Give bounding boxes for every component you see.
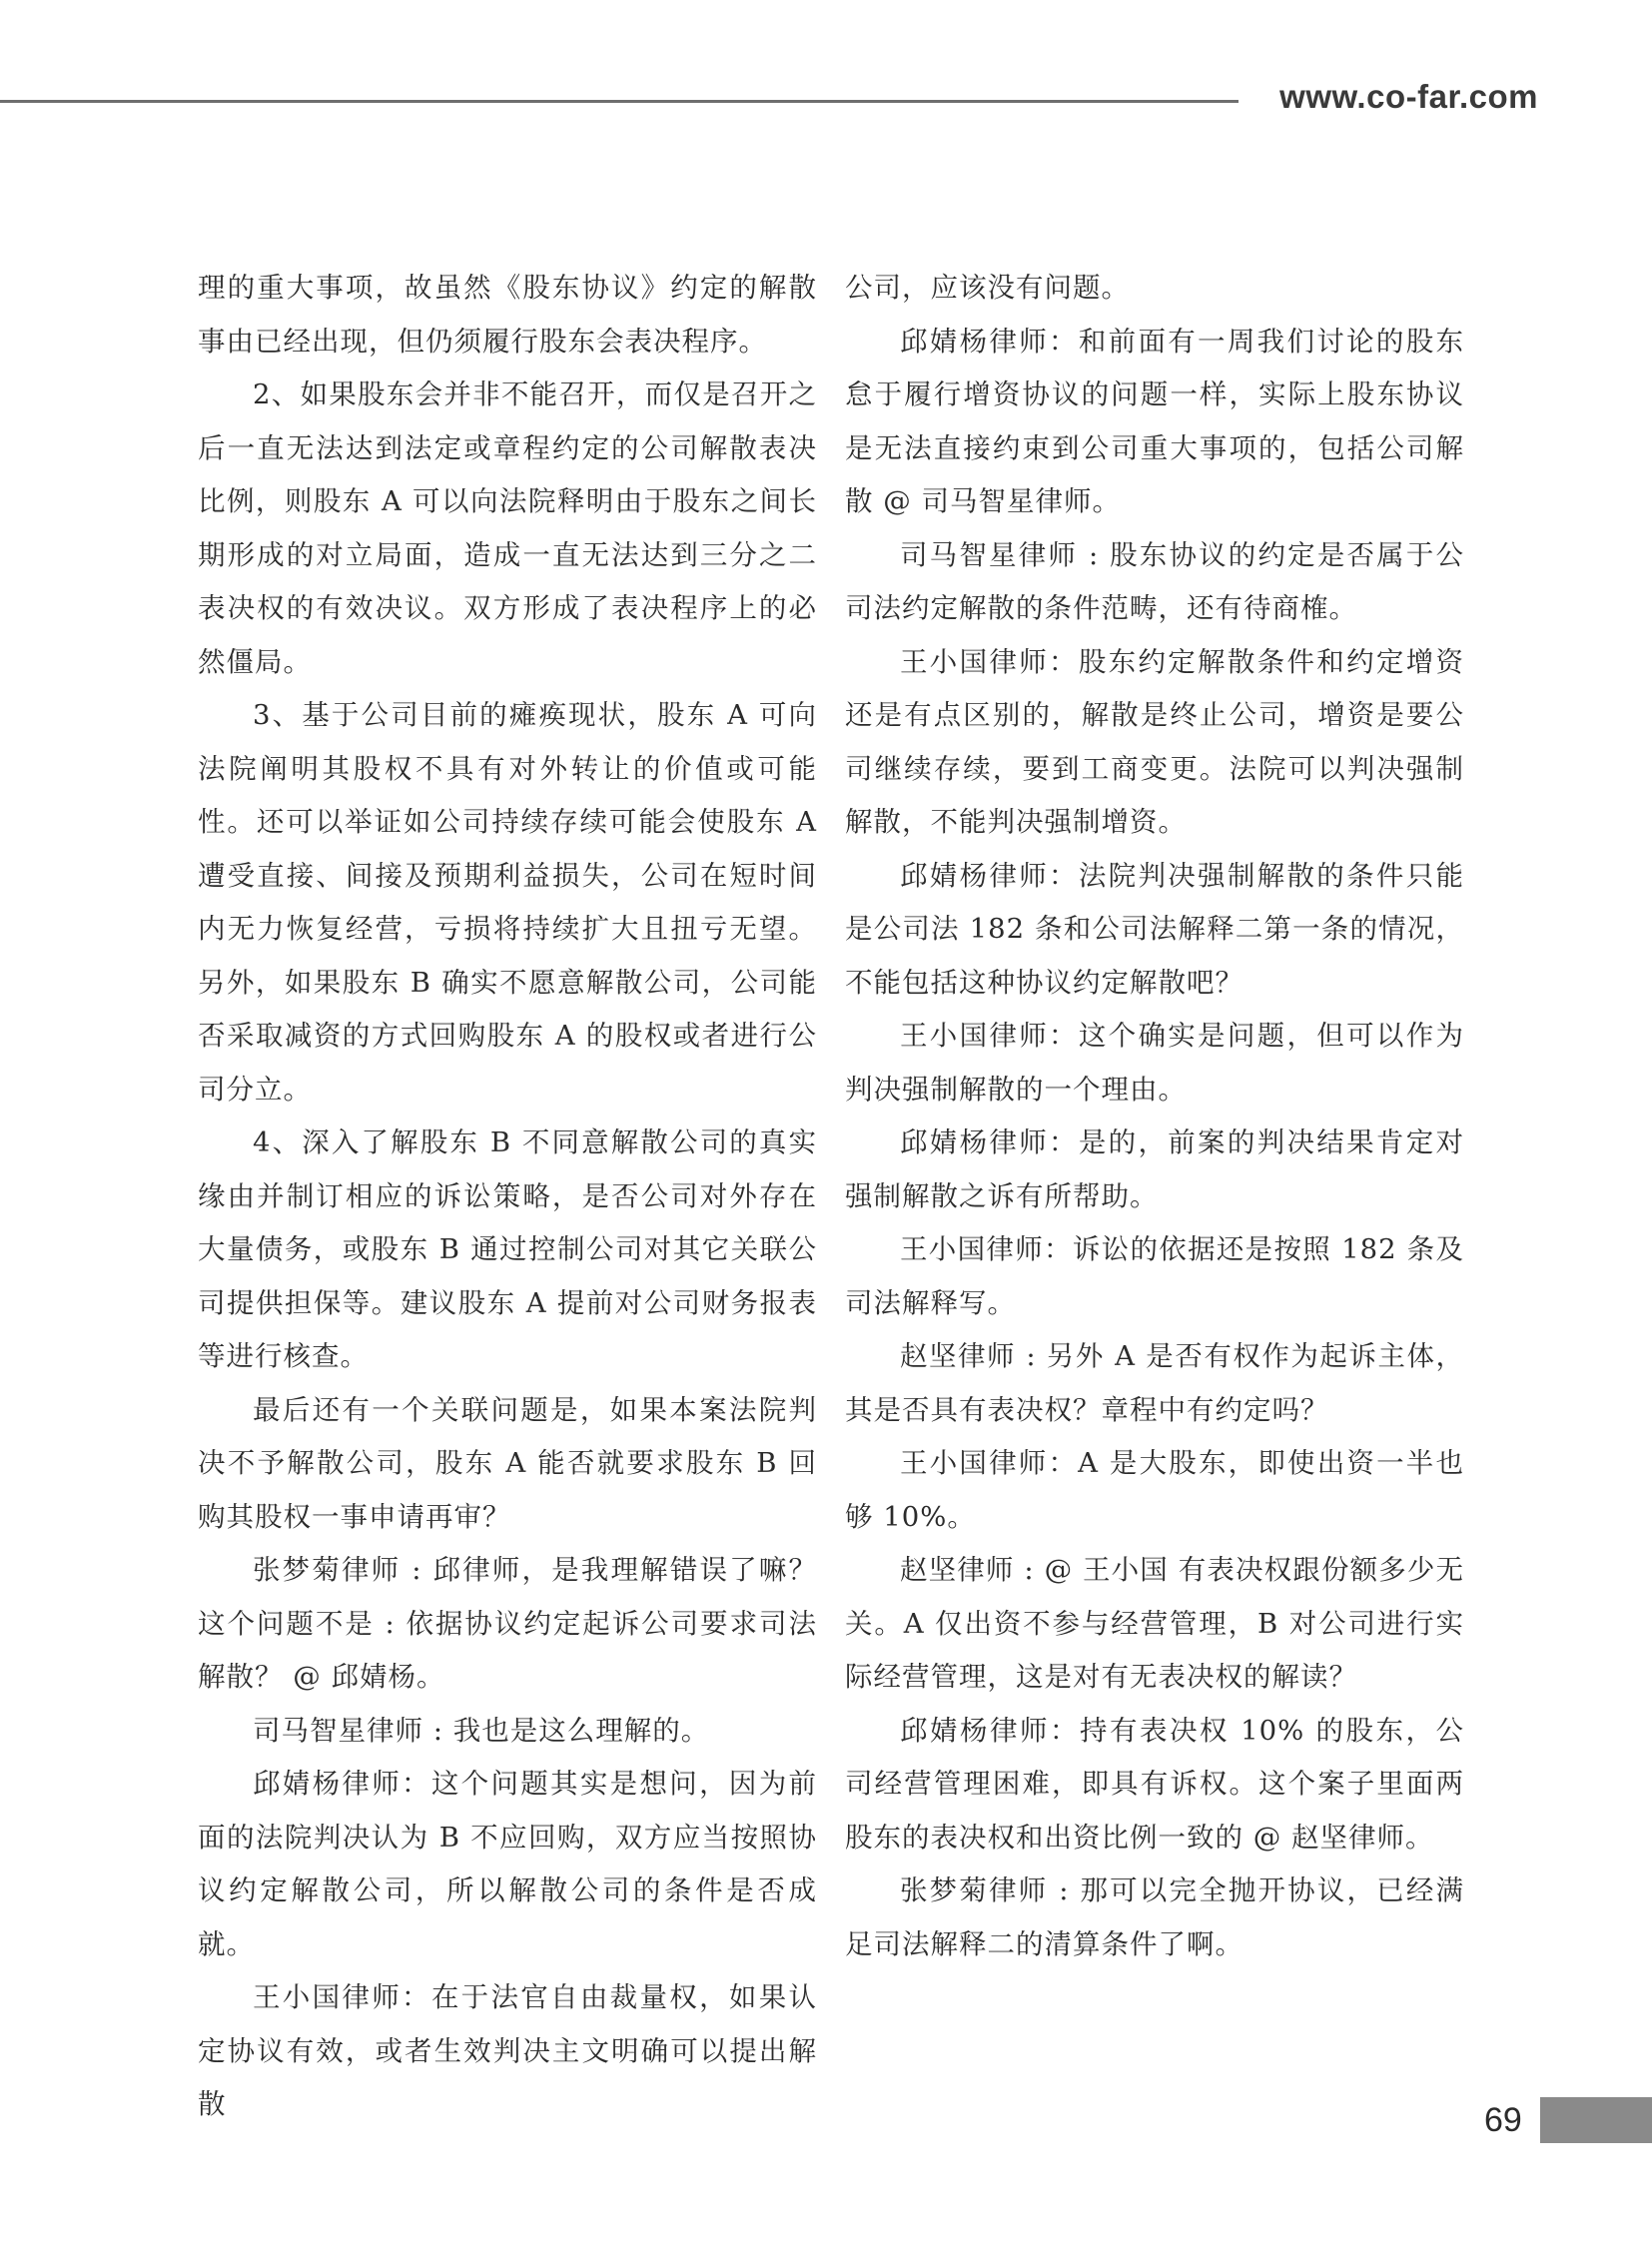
paragraph: 3、基于公司目前的瘫痪现状，股东 A 可向法院阐明其股权不具有对外转让的价值或可能性。还可以举证如公司持续存续可能会使股东 A 遭受直接、间接及预期利益损失，公司在短时间内无力恢复经营，亏损将持续扩大且扭亏无望。另外，如果股东 B 确实不愿意解散公司，公司能否采取减资的方式回购股东 A 的股权或者进行公司分立。: [198, 699, 817, 1106]
paragraph: 理的重大事项，故虽然《股东协议》约定的解散事由已经出现，但仍须履行股东会表决程序。: [198, 272, 817, 358]
paragraph: 王小国律师：A 是大股东，即使出资一半也够 10%。: [845, 1447, 1464, 1533]
paragraph: 赵坚律师 : @ 王小国 有表决权跟份额多少无关。A 仅出资不参与经营管理，B 对公司进行实际经营管理，这是对有无表决权的解读？: [845, 1554, 1464, 1693]
paragraph: 王小国律师：这个确实是问题，但可以作为判决强制解散的一个理由。: [845, 1020, 1464, 1106]
right-column: [845, 262, 1464, 1971]
paragraph: 司马智星律师 : 股东协议的约定是否属于公司法约定解散的条件范畴，还有待商榷。: [845, 538, 1464, 624]
paragraph: 王小国律师：在于法官自由裁量权，如果认定协议有效，或者生效判决主文明确可以提出解散: [198, 1981, 817, 2120]
paragraph: 邱婧杨律师：和前面有一周我们讨论的股东怠于履行增资协议的问题一样，实际上股东协议是无法直接约束到公司重大事项的，包括公司解散 @ 司马智星律师。: [845, 325, 1464, 517]
paragraph: 4、深入了解股东 B 不同意解散公司的真实缘由并制订相应的诉讼策略，是否公司对外存在大量债务，或股东 B 通过控制公司对其它关联公司提供担保等。建议股东 A 提前对公司财务报表等进行核查。: [198, 1126, 817, 1372]
paragraph: 公司，应该没有问题。: [845, 272, 1130, 304]
site-url: www.co-far.com: [1279, 78, 1538, 115]
paragraph: 赵坚律师 : 另外 A 是否有权作为起诉主体，其是否具有表决权？章程中有约定吗？: [845, 1340, 1464, 1426]
left-column: [198, 262, 817, 2132]
paragraph: 王小国律师：股东约定解散条件和约定增资还是有点区别的，解散是终止公司，增资是要公司继续存续，要到工商变更。法院可以判决强制解散，不能判决强制增资。: [845, 645, 1464, 838]
paragraph: 司马智星律师 : 我也是这么理解的。: [253, 1714, 710, 1747]
paragraph: 邱婧杨律师：是的，前案的判决结果肯定对强制解散之诉有所帮助。: [845, 1126, 1464, 1212]
paragraph: 邱婧杨律师：持有表决权 10% 的股东，公司经营管理困难，即具有诉权。这个案子里面两股东的表决权和出资比例一致的 @ 赵坚律师。: [845, 1714, 1464, 1854]
paragraph: 张梦菊律师 : 那可以完全抛开协议，已经满足司法解释二的清算条件了啊。: [845, 1874, 1464, 1960]
page-number: 69: [1484, 2101, 1522, 2139]
paragraph: 张梦菊律师 : 邱律师，是我理解错误了嘛？这个问题不是 : 依据协议约定起诉公司要求司法解散？ @ 邱婧杨。: [198, 1554, 817, 1693]
paragraph: 邱婧杨律师：法院判决强制解散的条件只能是公司法 182 条和公司法解释二第一条的情况，不能包括这种协议约定解散吧？: [845, 859, 1464, 999]
header-rule: [0, 100, 1239, 103]
paragraph: 王小国律师：诉讼的依据还是按照 182 条及司法解释写。: [845, 1233, 1464, 1319]
paragraph: 2、如果股东会并非不能召开，而仅是召开之后一直无法达到法定或章程约定的公司解散表决比例，则股东 A 可以向法院释明由于股东之间长期形成的对立局面，造成一直无法达到三分之二表决权的有效决议。双方形成了表决程序上的必然僵局。: [198, 378, 817, 678]
paragraph: 邱婧杨律师：这个问题其实是想问，因为前面的法院判决认为 B 不应回购，双方应当按照协议约定解散公司，所以解散公司的条件是否成就。: [198, 1768, 817, 1960]
paragraph: 最后还有一个关联问题是，如果本案法院判决不予解散公司，股东 A 能否就要求股东 B 回购其股权一事申请再审？: [198, 1393, 817, 1533]
page-number-bar: [1540, 2097, 1652, 2143]
